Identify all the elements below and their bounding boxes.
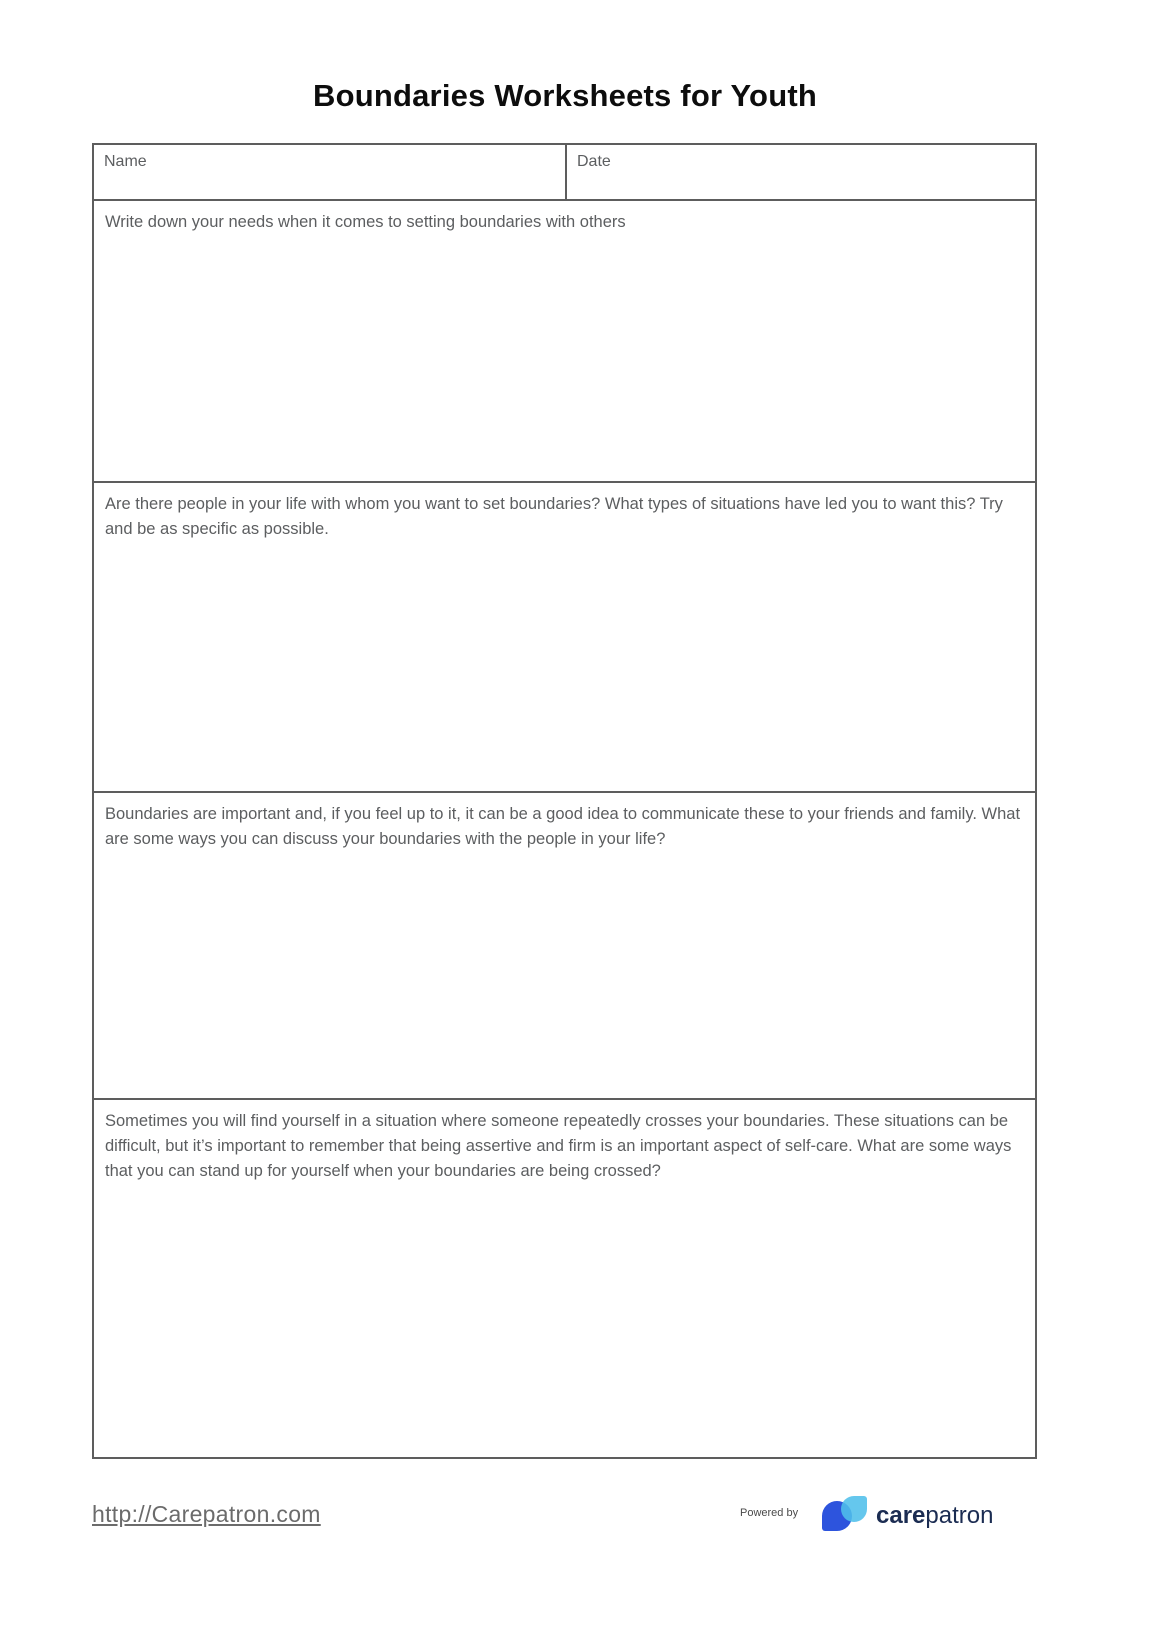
question-1-prompt: Write down your needs when it comes to setting boundaries with others [105,213,626,231]
question-4-answer-area[interactable] [94,1098,1035,1457]
question-3-answer-area[interactable] [94,791,1035,1098]
date-label: Date [577,153,611,170]
question-1-answer-area[interactable] [94,199,1035,481]
page-title: Boundaries Worksheets for Youth [312,78,817,113]
carepatron-logo-icon [822,1494,872,1538]
date-field[interactable] [567,145,1035,199]
name-field[interactable] [94,145,567,199]
question-4-prompt: Sometimes you will find yourself in a situation where someone repeatedly crosses your boundaries. These situations can be difficult, but it’s important to remember that being assertive and firm is an important aspect of self-care. What are some ways that you can stand up for yourself when your boundaries are being crossed? [105,1112,1012,1180]
carepatron-link[interactable]: http://Carepatron.com [92,1501,321,1527]
worksheet-form [92,143,1037,1459]
powered-by-label: Powered by [740,1507,799,1519]
question-2-answer-area[interactable] [94,481,1035,791]
name-label: Name [104,153,147,170]
question-2-prompt: Are there people in your life with whom you want to set boundaries? What types of situations have led you to want this? Try and be as specific as possible. [105,495,1003,538]
brand-wordmark-regular: patron [925,1502,994,1529]
name-date-row [94,145,1035,199]
brand-wordmark [876,1502,993,1530]
brand-wordmark-bold: care [876,1502,926,1529]
logo-bubble-light-icon [841,1496,867,1522]
powered-by-brand [740,1494,1040,1546]
question-3-prompt: Boundaries are important and, if you feel up to it, it can be a good idea to communicate these to your friends and family. What are some ways you can discuss your boundaries with the people in your life? [105,805,1021,848]
